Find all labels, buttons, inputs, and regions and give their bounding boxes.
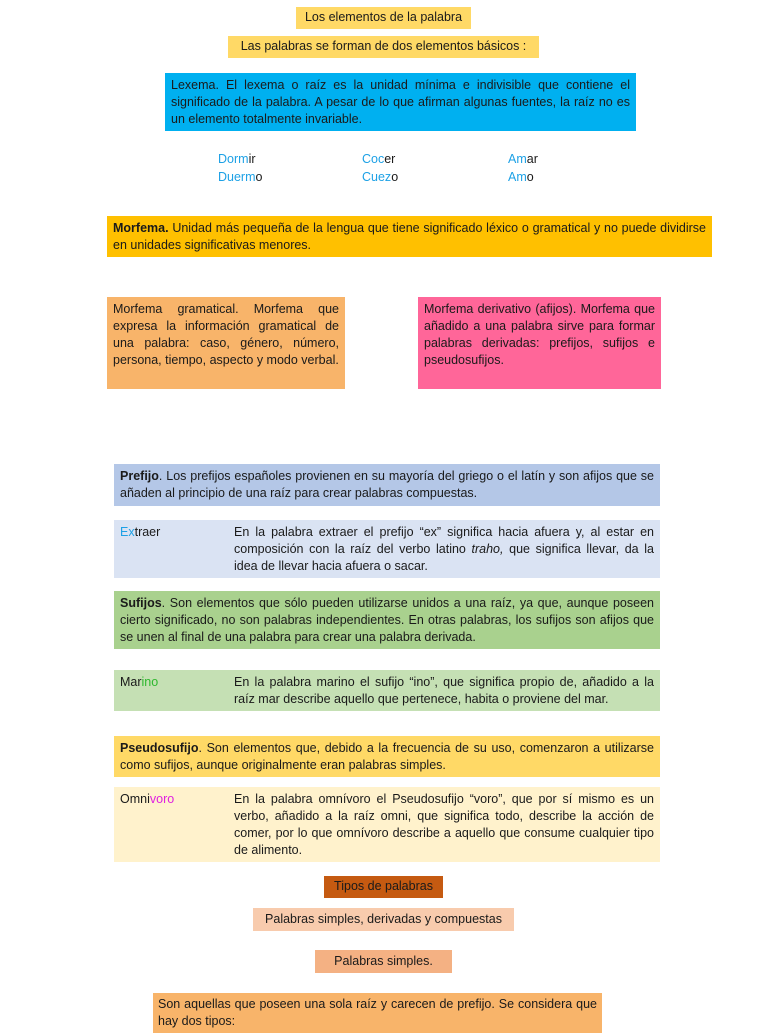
prefijo-box: Prefijo. Los prefijos españoles provienen en su mayoría del griego o el latín y son afijos que se añaden al principio de una raíz para crear palabras compuestas. — [114, 464, 660, 506]
sufijo-example-row — [114, 670, 660, 711]
example-cuezo: Cuezo — [362, 170, 399, 184]
simples-box: Son aquellas que poseen una sola raíz y carecen de prefijo. Se considera que hay dos tipos: — [153, 993, 602, 1033]
tipos-heading: Tipos de palabras — [324, 876, 443, 898]
page-title: Los elementos de la palabra — [296, 7, 471, 29]
sufijo-example-word: Marino — [120, 675, 159, 689]
tipos-subheading: Palabras simples, derivadas y compuestas — [253, 908, 514, 931]
subtitle: Las palabras se forman de dos elementos básicos : — [228, 36, 539, 58]
simples-heading: Palabras simples. — [315, 950, 452, 973]
pseudosufijo-example-text: En la palabra omnívoro el Pseudosufijo “voro”, que por sí mismo es un verbo, añadido a la raíz omni, que significa todo, describe la acción de comer, por lo que omnívoro describe a aquello que consume cualquier tipo de alimento. — [234, 792, 654, 857]
example-amar: Amar — [508, 152, 538, 166]
prefijo-example-row — [114, 520, 660, 578]
sufijo-example-text: En la palabra marino el sufijo “ino”, que significa propio de, añadido a la raíz mar describe aquello que pertenece, habita o proviene del mar. — [234, 675, 654, 706]
example-dormir: Dormir — [218, 152, 256, 166]
pseudosufijo-example-row — [114, 787, 660, 862]
sufijos-box: Sufijos. Son elementos que sólo pueden utilizarse unidos a una raíz, ya que, aunque poseen cierto significado, no son palabras independientes. En otras palabras, los sufijos son afijos que se unen al final de una palabra para crear una palabra derivada. — [114, 591, 660, 649]
prefijo-example-text: En la palabra extraer el prefijo “ex” significa hacia afuera y, al estar en composición con la raíz del verbo latino traho, que significa llevar, da la idea de llevar hacia afuera o sacar. — [234, 525, 654, 573]
prefijo-example-word: Extraer — [120, 525, 161, 539]
example-amo: Amo — [508, 170, 534, 184]
morfema-box: Morfema. Unidad más pequeña de la lengua que tiene significado léxico o gramatical y no puede dividirse en unidades significativas menores. — [107, 216, 712, 257]
morfema-gramatical-box: Morfema gramatical. Morfema que expresa la información gramatical de una palabra: caso, género, número, persona, tiempo, aspecto y modo verbal. — [107, 297, 345, 389]
lexema-box: Lexema. El lexema o raíz es la unidad mínima e indivisible que contiene el significado de la palabra. A pesar de lo que afirman algunas fuentes, la raíz no es un elemento totalmente invariable. — [165, 73, 636, 131]
morfema-derivativo-box: Morfema derivativo (afijos). Morfema que añadido a una palabra sirve para formar palabras derivadas: prefijos, sufijos e pseudosufijos. — [418, 297, 661, 389]
example-cocer: Cocer — [362, 152, 396, 166]
pseudosufijo-box: Pseudosufijo. Son elementos que, debido a la frecuencia de su uso, comenzaron a utilizarse como sufijos, aunque originalmente eran palabras simples. — [114, 736, 660, 777]
example-duermo: Duermo — [218, 170, 263, 184]
pseudosufijo-example-word: Omnivoro — [120, 792, 175, 806]
